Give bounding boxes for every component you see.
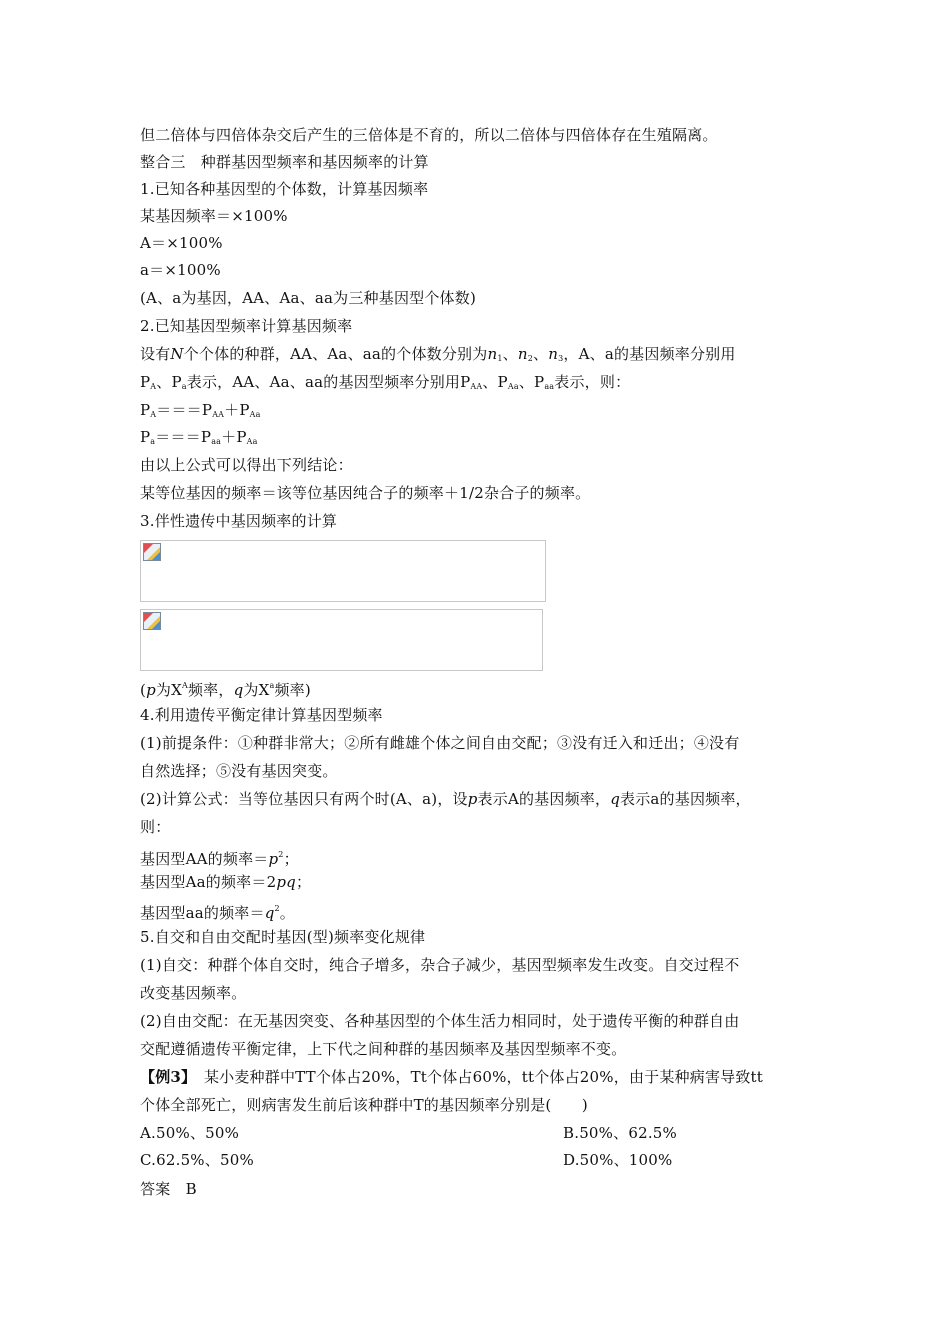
- broken-image-icon: [143, 612, 161, 630]
- subheading: 4.利用遗传平衡定律计算基因型频率: [140, 706, 383, 724]
- answer-line: 答案 B: [140, 1180, 197, 1198]
- formula-line: a＝×100%: [140, 261, 221, 279]
- formula-line: 某基因频率＝×100%: [140, 207, 288, 225]
- text-line: 交配遵循遗传平衡定律，上下代之间种群的基因频率及基因型频率不变。: [140, 1040, 627, 1058]
- broken-image-placeholder: [140, 609, 543, 671]
- formula-line: 基因型Aa的频率＝2pq；: [140, 873, 312, 891]
- formula-line: $P_A===P_{AA}+P_{Aa}$: [140, 401, 261, 419]
- text-line: 则：: [140, 818, 171, 836]
- text-line: (1)自交：种群个体自交时，纯合子增多，杂合子减少，基因型频率发生改变。自交过程不: [140, 956, 740, 974]
- option-c: C.62.5%、50%: [140, 1151, 254, 1169]
- subheading: 5.自交和自由交配时基因(型)频率变化规律: [140, 928, 426, 946]
- text-line: (A、a为基因，AA、Aa、aa为三种基因型个体数): [140, 289, 477, 307]
- broken-image-icon: [143, 543, 161, 561]
- example-question: 【例3】 某小麦种群中TT个体占20%，Tt个体占60%，tt个体占20%，由于某种病害导致tt: [140, 1068, 764, 1086]
- text-line: 改变基因频率。: [140, 984, 247, 1002]
- options-row: [140, 1123, 840, 1143]
- formula-line: 基因型aa的频率$=q^2$。: [140, 904, 295, 922]
- subheading: 2.已知基因型频率计算基因频率: [140, 317, 353, 335]
- text-line: 个体全部死亡，则病害发生前后该种群中T的基因频率分别是( ): [140, 1096, 588, 1114]
- text-line: (p为$X^A$频率，q为$X^a$频率): [140, 681, 311, 699]
- section-heading: 整合三 种群基因型频率和基因频率的计算: [140, 153, 429, 171]
- text-line: 某等位基因的频率＝该等位基因纯合子的频率＋1/2杂合子的频率。: [140, 484, 591, 502]
- text-line: 由以上公式可以得出下列结论：: [140, 456, 353, 474]
- broken-image-placeholder: [140, 540, 546, 602]
- subheading: 1.已知各种基因型的个体数，计算基因频率: [140, 180, 429, 198]
- example-tag: 【例3】: [140, 1068, 189, 1086]
- formula-line: 基因型AA的频率$=p^2$；: [140, 850, 299, 868]
- options-row: [140, 1150, 840, 1170]
- text-line: 但二倍体与四倍体杂交后产生的三倍体是不育的，所以二倍体与四倍体存在生殖隔离。: [140, 126, 718, 144]
- text-line: $P_A$、$P_a$表示，AA、Aa、aa的基因型频率分别用$P_{AA}$、$P_{Aa}$、$P_{aa}$表示，则：: [140, 373, 631, 391]
- formula-line: $P_a===P_{aa}+P_{Aa}$: [140, 428, 258, 446]
- text-line: (2)自由交配：在无基因突变、各种基因型的个体生活力相同时，处于遗传平衡的种群自由: [140, 1012, 740, 1030]
- option-d: D.50%、100%: [563, 1151, 673, 1169]
- subheading: 3.伴性遗传中基因频率的计算: [140, 512, 338, 530]
- text-line: (2)计算公式：当等位基因只有两个时(A、a)，设p表示A的基因频率，q表示a的基因频率，: [140, 790, 751, 808]
- option-b: B.50%、62.5%: [563, 1124, 677, 1142]
- text-line: 设有N个个体的种群，AA、Aa、aa的个体数分别为$n_1$、$n_2$、$n_3$，A、a的基因频率分别用: [140, 345, 736, 363]
- option-a: A.50%、50%: [140, 1124, 240, 1142]
- text-line: (1)前提条件：①种群非常大；②所有雌雄个体之间自由交配；③没有迁入和迁出；④没有: [140, 734, 740, 752]
- formula-line: A＝×100%: [140, 234, 223, 252]
- text-line: 自然选择；⑤没有基因突变。: [140, 762, 338, 780]
